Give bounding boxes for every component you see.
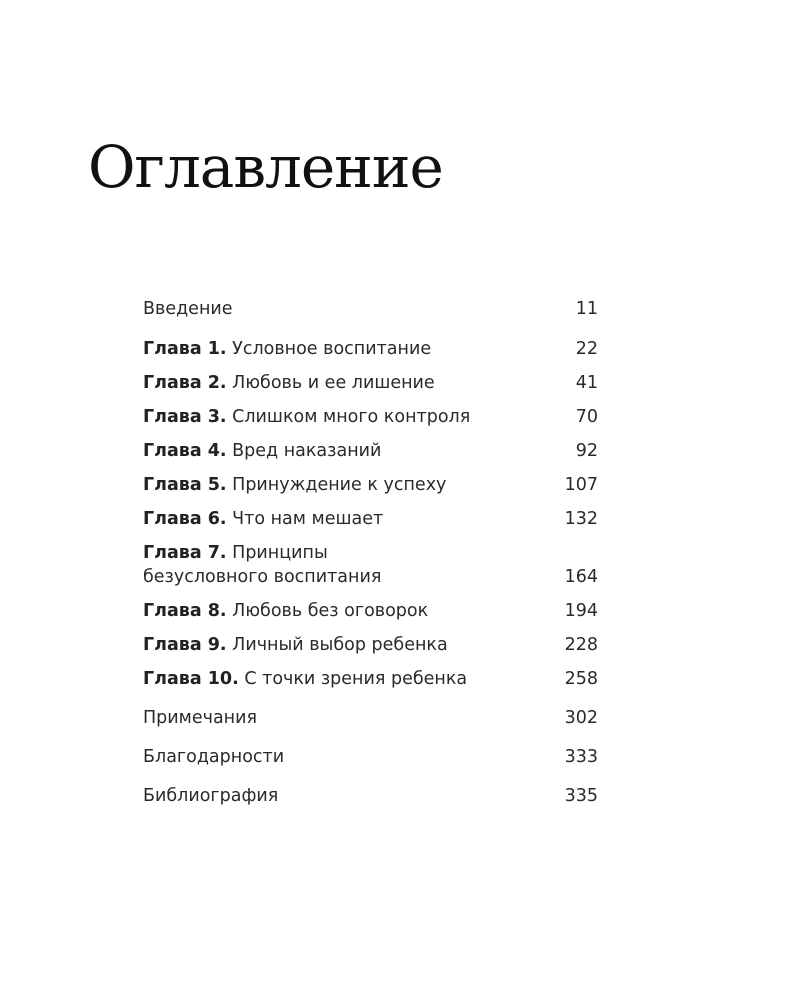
toc-entry-notes (143, 706, 598, 730)
toc-entry-chapter-5 (143, 473, 598, 497)
toc-entry-introduction (143, 297, 598, 321)
toc-entry-chapter-7 (143, 541, 598, 589)
toc-entry-page: 302 (564, 708, 598, 728)
toc-entry-title: Благодарности (143, 747, 285, 767)
toc-entry-page: 335 (564, 786, 598, 806)
toc-entry-page: 70 (575, 407, 598, 427)
toc-entry-prefix: Глава 7. (143, 543, 227, 563)
toc-entry-chapter-1 (143, 337, 598, 361)
toc-entry-page: 11 (575, 299, 598, 319)
toc-entry-page: 258 (564, 669, 598, 689)
toc-entry-title: Любовь без оговорок (232, 601, 429, 621)
toc-entry-prefix: Глава 8. (143, 601, 227, 621)
toc-entry-chapter-9 (143, 633, 598, 657)
toc-entry-page: 41 (575, 373, 598, 393)
page-title: Оглавление (88, 133, 443, 201)
toc-entry-page: 333 (564, 747, 598, 767)
toc-entry-page: 194 (564, 601, 598, 621)
toc-entry-prefix: Глава 6. (143, 509, 227, 529)
toc-entry-prefix: Глава 10. (143, 669, 239, 689)
toc-entry-page: 92 (575, 441, 598, 461)
toc-entry-prefix: Глава 9. (143, 635, 227, 655)
toc-entry-acknowledgements (143, 745, 598, 769)
toc-entry-title: Вред наказаний (232, 441, 382, 461)
toc-entry-title: Библиография (143, 786, 279, 806)
toc-entry-title-line-1: Принципы (232, 543, 328, 563)
table-of-contents (143, 292, 598, 808)
toc-entry-page: 228 (564, 635, 598, 655)
toc-entry-title-line-2: безусловного воспитания (143, 567, 382, 587)
toc-entry-bibliography (143, 784, 598, 808)
toc-entry-title: Условное воспитание (232, 339, 432, 359)
toc-entry-prefix: Глава 1. (143, 339, 227, 359)
toc-entry-title: Что нам мешает (232, 509, 384, 529)
toc-entry-chapter-8 (143, 599, 598, 623)
toc-entry-prefix: Глава 5. (143, 475, 227, 495)
toc-entry-chapter-6 (143, 507, 598, 531)
toc-entry-title: Принуждение к успеху (232, 475, 447, 495)
toc-entry-title: Введение (143, 299, 233, 319)
toc-entry-prefix: Глава 2. (143, 373, 227, 393)
toc-entry-page: 107 (564, 475, 598, 495)
toc-entry-prefix: Глава 3. (143, 407, 227, 427)
toc-entry-page: 132 (564, 509, 598, 529)
toc-entry-chapter-2 (143, 371, 598, 395)
toc-entry-title: С точки зрения ребенка (244, 669, 468, 689)
toc-entry-chapter-4 (143, 439, 598, 463)
toc-entry-title: Личный выбор ребенка (232, 635, 448, 655)
toc-entry-title: Слишком много контроля (232, 407, 471, 427)
toc-entry-chapter-3 (143, 405, 598, 429)
toc-entry-title: Любовь и ее лишение (232, 373, 435, 393)
toc-entry-title: Примечания (143, 708, 258, 728)
toc-entry-prefix: Глава 4. (143, 441, 227, 461)
toc-entry-page: 164 (564, 567, 598, 587)
toc-entry-chapter-10 (143, 667, 598, 691)
toc-entry-page: 22 (575, 339, 598, 359)
